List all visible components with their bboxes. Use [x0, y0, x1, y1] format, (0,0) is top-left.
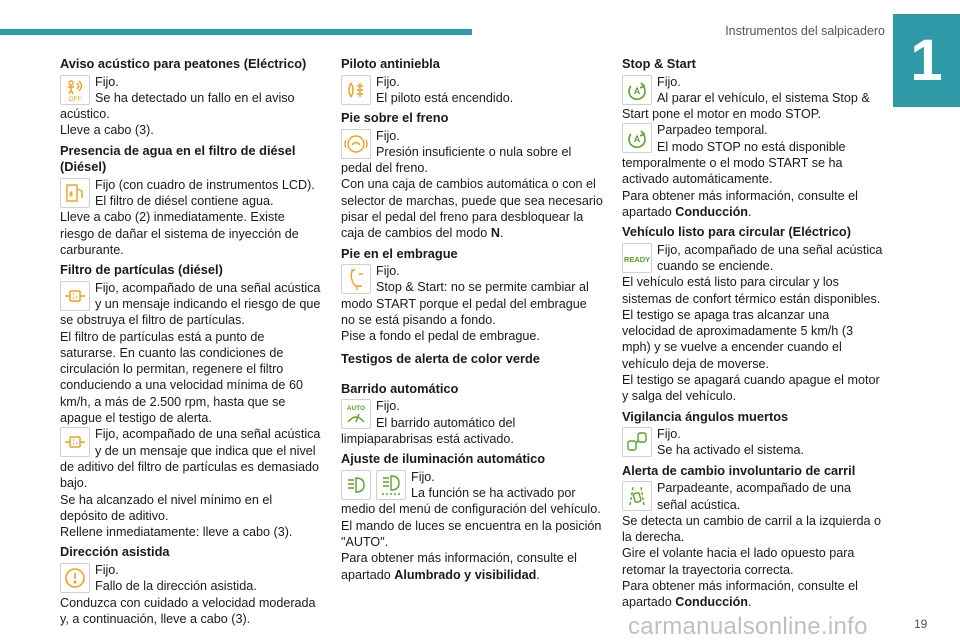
cross-reference: Conducción	[675, 595, 748, 610]
text-span: Con una caja de cambios automática o con el selector de marchas, puede que sea necesario pisar el pedal del freno para desbloquear la caja de cambios del modo	[341, 177, 603, 241]
text-line: El piloto está encendido.	[376, 90, 514, 105]
text-line: Fijo.	[411, 469, 435, 484]
icon-label: AUTO	[346, 405, 366, 413]
section-foot-on-brake	[341, 110, 603, 242]
text-line: Fijo.	[657, 427, 681, 442]
section-title: Aviso acústico para peatones (Eléctrico)	[60, 56, 307, 71]
text-line: Fijo (con cuadro de instrumentos LCD).	[95, 177, 315, 192]
auto-headlamp-icon	[341, 470, 371, 500]
text-paragraph	[341, 550, 603, 583]
gear-mode-text: N	[490, 226, 500, 241]
text-paragraph: Stop & Start: no se permite cambiar al modo START porque el pedal del embrague no se está pisando a fondo.	[341, 280, 589, 328]
text-line: Fijo.	[376, 399, 400, 414]
text-paragraph	[622, 578, 884, 611]
text-line: Se ha detectado un fallo en el aviso	[95, 90, 295, 105]
section-title: Presencia de agua en el filtro de diésel (Diésel)	[60, 142, 296, 175]
stop-start-icon	[622, 123, 652, 153]
text-paragraph: El modo STOP no está disponible temporalmente o el modo START se ha activado automáticamente.	[622, 139, 846, 187]
section-title: Dirección asistida	[60, 544, 170, 560]
stop-start-icon	[622, 75, 652, 105]
text-span: .	[747, 595, 752, 610]
icon-label: OFF	[68, 95, 82, 103]
text-paragraph: Gire el volante hacia el lado opuesto para retomar la trayectoria correcta.	[622, 546, 855, 577]
text-paragraph: Al parar el vehículo, el sistema Stop & Start pone el motor en modo STOP.	[622, 90, 870, 122]
section-water-diesel	[60, 143, 322, 258]
text-span: Para obtener más información, consulte el apartado	[622, 188, 858, 219]
chapter-number-tab: 1	[893, 14, 960, 107]
text-paragraph: El vehículo está listo para circular y los sistemas de confort térmico están disponibles.	[622, 275, 881, 306]
svg-text:A: A	[633, 134, 641, 145]
group-heading: Testigos de alerta de color verde	[341, 350, 540, 366]
cross-reference: Alumbrado y visibilidad	[394, 567, 537, 582]
text-line: Fijo.	[376, 128, 400, 143]
watermark: carmanualsonline.info	[628, 613, 868, 640]
section-particle-filter	[60, 262, 322, 540]
auto-wipe-icon	[341, 399, 371, 429]
text-line: Fallo de la dirección asistida.	[95, 579, 257, 594]
text-paragraph	[341, 176, 603, 241]
text-span: .	[499, 226, 504, 241]
text-span: Para obtener más información, consulte el apartado	[622, 579, 858, 610]
text-line: Parpadeo temporal.	[657, 123, 768, 138]
text-paragraph	[622, 188, 884, 221]
text-line: acústico.	[60, 107, 110, 122]
page-number: 19	[914, 617, 928, 631]
svg-text:A: A	[633, 85, 641, 96]
pedestrian-horn-off-icon	[60, 75, 90, 105]
text-paragraph: Fijo, acompañado de una señal acústica y un mensaje indicando el riesgo de que se obstruya el filtro de partículas.	[60, 280, 321, 328]
text-paragraph: Presión insuficiente o nula sobre el pedal del freno.	[341, 144, 572, 176]
foot-on-brake-icon	[341, 129, 371, 159]
text-line: Fijo.	[376, 264, 400, 279]
text-line: Rellene inmediatamente: lleve a cabo (3).	[60, 525, 293, 540]
column-1	[60, 56, 322, 631]
section-lane-departure	[622, 463, 884, 611]
text-line: Lleve a cabo (3).	[60, 123, 154, 138]
particle-filter-icon	[60, 427, 90, 457]
icon-label: READY	[624, 254, 650, 264]
text-paragraph: Se ha alcanzado el nivel mínimo en el depósito de aditivo.	[60, 492, 273, 523]
text-paragraph: Se detecta un cambio de carril a la izquierda o la derecha.	[622, 513, 882, 545]
section-auto-lighting	[341, 451, 603, 583]
section-title: Filtro de partículas (diésel)	[60, 262, 223, 278]
cross-reference: Conducción	[675, 204, 748, 219]
section-fog-lamp	[341, 56, 603, 106]
text-paragraph: El testigo se apaga tras alcanzar una velocidad de aproximadamente 5 km/h (3 mph) y se vuelve a encender cuando el vehículo deja de moverse.	[622, 307, 854, 371]
text-line: Se ha activado el sistema.	[657, 443, 805, 458]
section-pedestrian-horn	[60, 56, 322, 139]
section-auto-wipe	[341, 381, 603, 447]
text-line: Fijo.	[95, 74, 119, 89]
text-line: Fijo.	[376, 74, 400, 89]
text-paragraph: El filtro de partículas está a punto de saturarse. En cuanto las condiciones de circulación lo permitan, regenere el filtro conduciendo a una velocidad mínima de 60 km/h, a más de 2.500 rpm, hasta que se apague el testigo de alerta.	[60, 329, 303, 426]
column-3	[622, 56, 884, 615]
section-ready	[622, 224, 884, 404]
lane-departure-icon	[622, 481, 652, 511]
section-title: Pie sobre el freno	[341, 110, 449, 126]
text-paragraph: El barrido automático del limpiaparabrisas está activado.	[341, 415, 516, 447]
steering-wheel-warning-icon	[60, 563, 90, 593]
text-line: Pise a fondo el pedal de embrague.	[341, 329, 540, 344]
section-title: Vehículo listo para circular (Eléctrico)	[622, 224, 852, 240]
section-title: Piloto antiniebla	[341, 56, 440, 71]
text-paragraph: El mando de luces se encuentra en la posición "AUTO".	[341, 518, 602, 550]
header-accent-bar	[0, 29, 472, 35]
text-paragraph: Fijo, acompañado de una señal acústica cuando se enciende.	[657, 242, 883, 273]
text-line: El filtro de diésel contiene agua.	[95, 193, 274, 208]
section-power-steering	[60, 544, 322, 627]
section-blind-spot	[622, 409, 884, 459]
section-title: Ajuste de iluminación automático	[341, 451, 546, 467]
section-title: Pie en el embrague	[341, 245, 458, 261]
text-span: Para obtener más información, consulte el apartado	[341, 551, 577, 582]
particle-filter-icon	[60, 281, 90, 311]
auto-headlamp-icon	[376, 470, 406, 500]
section-stop-start	[622, 56, 884, 220]
blind-spot-icon	[622, 427, 652, 457]
text-paragraph: Lleve a cabo (2) inmediatamente. Existe riesgo de dañar el sistema de inyección de carburante.	[60, 210, 299, 257]
text-span: .	[536, 567, 540, 582]
text-paragraph: Conduzca con cuidado a velocidad moderada y, a continuación, lleve a cabo (3).	[60, 595, 316, 626]
text-paragraph: El testigo se apagará cuando apague el motor y salga del vehículo.	[622, 373, 880, 404]
text-paragraph: Fijo, acompañado de una señal acústica y de un mensaje que indica que el nivel de aditivo del filtro de partículas es demasiado bajo.	[60, 427, 321, 491]
ready-icon	[622, 243, 652, 273]
text-paragraph: La función se ha activado por medio del menú de configuración del vehículo.	[341, 486, 601, 517]
water-in-diesel-icon	[60, 178, 90, 208]
section-title: Stop & Start	[622, 56, 696, 71]
section-title: Alerta de cambio involuntario de carril	[622, 462, 856, 478]
rear-fog-icon	[341, 75, 371, 105]
section-foot-on-clutch	[341, 246, 603, 345]
text-line: Fijo.	[95, 562, 119, 577]
section-title: Vigilancia ángulos muertos	[622, 408, 789, 424]
text-line: Fijo.	[657, 74, 681, 89]
foot-on-clutch-icon	[341, 264, 371, 294]
text-span: .	[747, 204, 752, 219]
section-title: Barrido automático	[341, 380, 459, 396]
text-paragraph: Parpadeante, acompañado de una señal acústica.	[657, 481, 851, 512]
column-2	[341, 56, 603, 587]
chapter-title: Instrumentos del salpicadero	[725, 24, 885, 38]
